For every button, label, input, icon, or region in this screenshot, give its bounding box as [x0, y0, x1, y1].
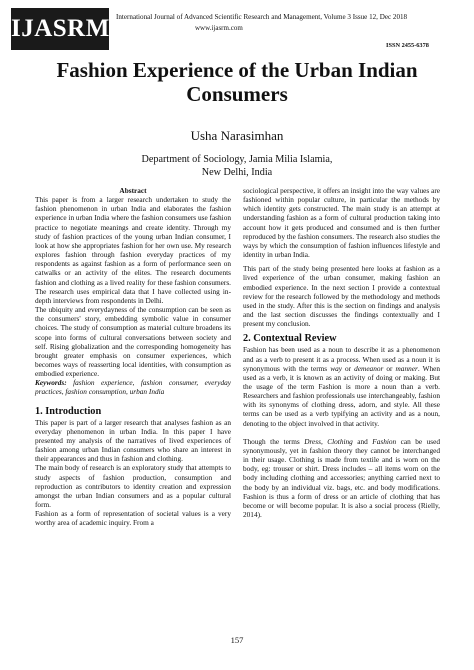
journal-citation-line: International Journal of Advanced Scientific Research and Management, Volume 3 Issue 12, Dec 2018: [116, 13, 408, 21]
journal-url[interactable]: www.ijasrm.com: [195, 24, 243, 32]
abstract-paragraph-1: This paper is from a larger research undertaken to study the fashion phenomenon in urban India and elaborates the fashion experience in urban India where the fashion consumers use fashion practice to negotiate meanings and create identity. Through my study of fashion practices of the young urban Indian consumer, I look at how she appropriates fashion for her own use. My research explores fashion through fashion everyday practices of my respondents as against fashion as a form of performance seen on catwalks or an activity of the elites. The research documents fashion and clothing as a lived reality for these fashion consumers. The research uses empirical data that I have collected using in-depth interviews from respondents in Delhi.: [35, 195, 231, 305]
p4-terms: Dress, Clothing: [304, 436, 353, 446]
intro-paragraph-1: This paper is part of a larger research that analyses fashion as an everyday phenomenon in urban India. In this paper I have presented my analysis of the narratives of lived experiences of fashion among urban Indian consumers who share an interest in their appearances and thus in fashion and clothing.: [35, 417, 231, 464]
p4-text-a: Though the terms: [243, 436, 305, 446]
p3-or-1: or: [341, 363, 355, 373]
intro-paragraph-3: Fashion as a form of representation of societal values is a very worthy area of academic inquiry. From a: [35, 509, 231, 528]
body-paragraph-4: [243, 437, 440, 519]
introduction-heading: 1. Introduction: [35, 405, 102, 417]
body-paragraph-1: sociological perspective, it offers an insight into the way values are fashioned within popular culture, in particular the methods by which identity gets constructed. The main study is an attempt at understanding fashion as a form of cultural production taking into account how it gets produced and consumed and is then further reproduced by the fashion consumers. The research also studies the ways by which the consumption of fashion influences lifestyle and identity in urban India.: [243, 186, 440, 260]
body-paragraph-2: This part of the study being presented here looks at fashion as a lived experience of the urban consumer, making fashion an embodied experience. In the next section I provide a contextual review for the research followed by the methodology and methods used in the study. After this is the section on findings and analysis and the last section discusses the findings contextually and I present my conclusion.: [243, 264, 440, 329]
body-paragraph-3: [243, 345, 440, 427]
abstract-paragraph-2: The ubiquity and everydayness of the consumption can be seen as the consumers' story, embedding symbolic value in consumer choices. The study of consumption as material culture broadens its scope into forms of cultural conversations between society and self. Rising globalization and the corresponding homogeneity has brought greater emphasis on consumer experiences, which becomes ways of reasserting local identities, with consumption as embodied experience.: [35, 305, 231, 379]
journal-logo: IJASRM: [11, 8, 109, 50]
affiliation-line-1: Department of Sociology, Jamia Milia Islamia,: [141, 154, 333, 165]
intro-paragraph-2: The main body of research is an exploratory study that attempts to study aspects of fashion production, consumption and reproduction as contributors to identity creation and expression amongst the urban Indian consumers and as a popular cultural form.: [35, 463, 231, 509]
abstract-heading: Abstract: [119, 186, 147, 195]
paper-title: Fashion Experience of the Urban Indian Consumers: [56, 58, 418, 106]
author-affiliation: [0, 153, 474, 179]
author-name: Usha Narasimhan: [190, 128, 284, 143]
p3-term-way: way: [330, 363, 342, 373]
keywords-text: fashion experience, fashion consumer, everyday practices, fashion consumption, urban India: [35, 378, 231, 397]
p4-term-fashion: Fashion: [372, 436, 397, 446]
p4-text-b: can be used synonymously, yet in fashion theory they cannot be interchanged in their usage. Clothing is made from textile and is worn on the body, eg: trouser or shirt. Dress includes – all items worn on the body including clothing and accessories; anything carried next to the body by an individual viz. bags, etc. and body modifications. Fashion is thus a form of dress or an article of clothing that has become or will become popular. It is also a social process (Rielly, 2014).: [243, 436, 440, 519]
p3-text-b: . When used as a verb, it is known as an activity of doing or making. But the usage of the term Fashion is more a noun than a verb. Researchers and fashion professionals use interchangeably, fashion with its synonyms of clothing dress, adorn, and style. All these terms can be used as a verb typifying an activity and as a noun, denoting to the object involved in that activity.: [243, 363, 440, 428]
keywords: [35, 378, 231, 396]
affiliation-line-2: New Delhi, India: [201, 167, 273, 178]
contextual-review-heading: 2. Contextual Review: [243, 333, 337, 345]
p3-text-a: Fashion has been used as a noun to describe it as a phenomenon and as a verb to present it as a process. When used as a noun it is synonymous with the terms: [243, 345, 440, 373]
left-column: [35, 186, 231, 527]
p3-term-manner: manner: [395, 363, 418, 373]
page-number: 157: [230, 635, 244, 645]
right-column: [243, 186, 440, 519]
issn-label: ISSN 2455-6378: [386, 42, 429, 49]
keywords-label: Keywords:: [35, 378, 67, 388]
p4-and: and: [352, 436, 373, 446]
p3-term-demeanor: demeanor: [354, 363, 384, 373]
p3-or-2: or: [383, 363, 396, 373]
